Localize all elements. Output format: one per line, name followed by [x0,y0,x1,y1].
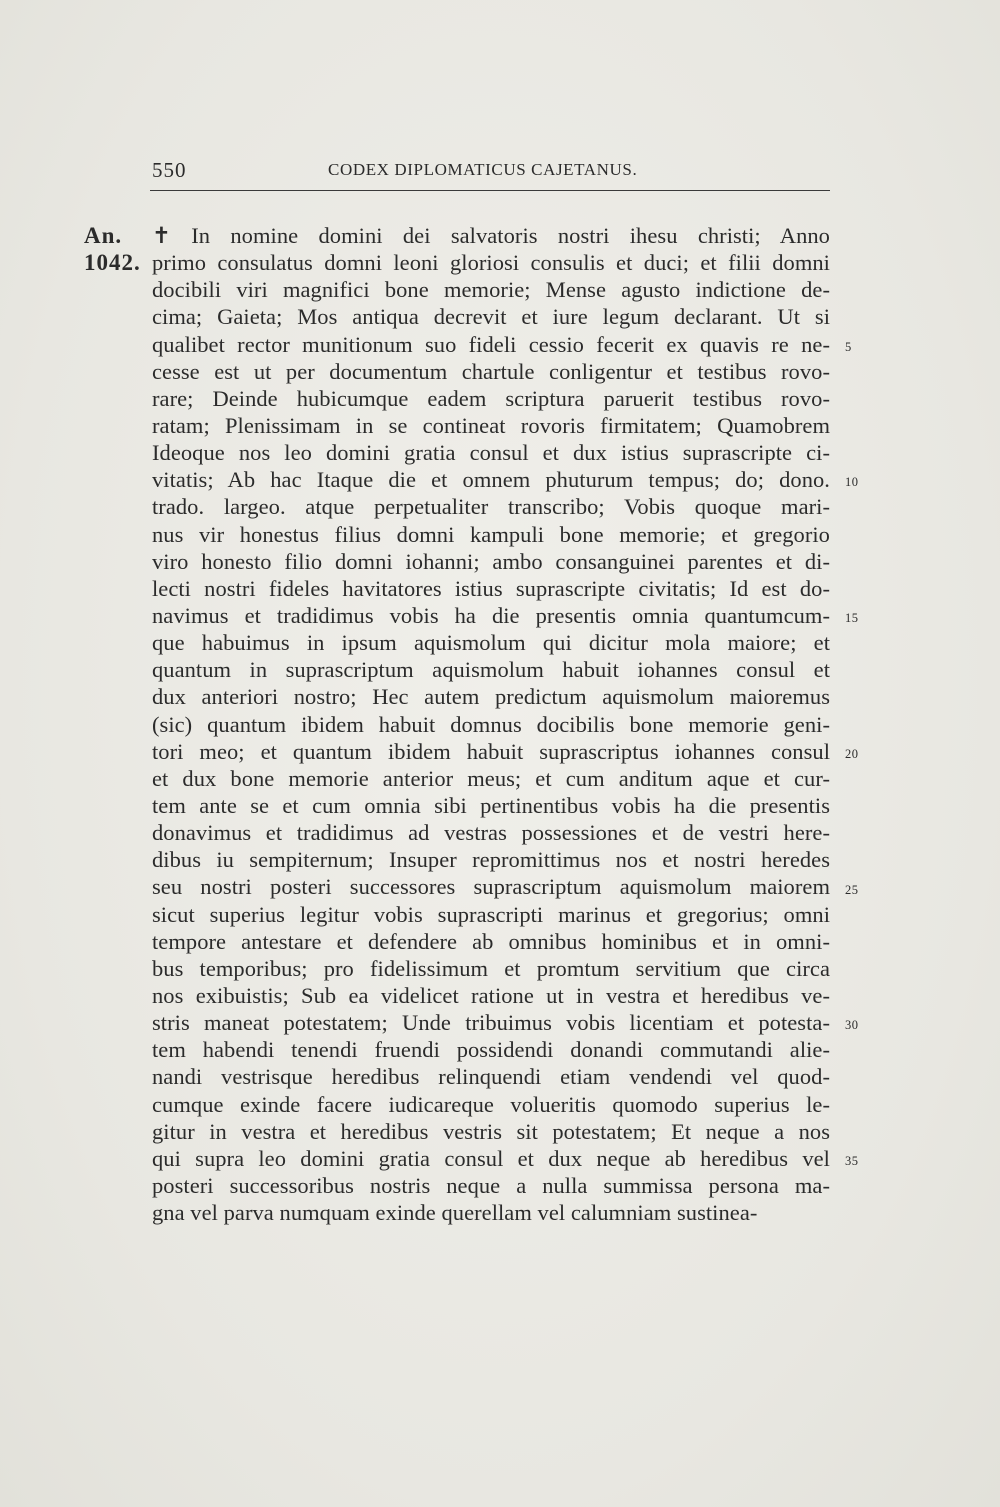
text-line: vitatis; Ab hac Itaque die et omnem phuturum tempus; do; dono. [152,467,830,493]
text-line: ✝ In nomine domini dei salvatoris nostri ihesu christi; Anno [152,223,830,248]
margin-year: 1042. [84,250,141,275]
line-number: 5 [845,339,852,354]
text-line: dibus iu sempiternum; Insuper repromittimus nos et nostri heredes [152,847,830,873]
text-line: tem habendi tenendi fruendi possidendi donandi commutandi alie- [152,1037,830,1063]
text-line: cumque exinde facere iudicareque volueritis quomodo superius le- [152,1091,830,1117]
line-number: 15 [845,611,859,626]
text-line: tem ante se et cum omnia sibi pertinentibus vobis ha die presentis [152,792,830,818]
text-line: docibili viri magnifici bone memorie; Mense agusto indictione de- [152,277,830,303]
text-line: nus vir honestus filius domni kampuli bone memorie; et gregorio [152,521,830,547]
text-line: Ideoque nos leo domini gratia consul et dux istius suprascripte ci- [152,440,830,466]
text-line: nandi vestrisque heredibus relinquendi etiam vendendi vel quod- [152,1064,830,1090]
charter-text [152,222,830,1226]
line-number: 10 [845,475,859,490]
text-line: qualibet rector munitionum suo fideli cessio fecerit ex quavis re ne- [152,331,830,357]
text-line: stris maneat potestatem; Unde tribuimus vobis licentiam et potesta- [152,1010,830,1036]
text-line: primo consulatus domni leoni gloriosi consulis et duci; et filii domni [152,250,830,276]
margin-label: An. [84,223,123,248]
header-rule [150,190,830,191]
text-line: rare; Deinde hubicumque eadem scriptura paruerit testibus rovo- [152,385,830,411]
text-line: donavimus et tradidimus ad vestras possessiones et de vestri here- [152,820,830,846]
text-line: qui supra leo domini gratia consul et dux neque ab heredibus vel [152,1145,830,1171]
page-number: 550 [152,158,187,182]
text-line: gna vel parva numquam exinde querellam vel calumniam sustinea- [152,1200,758,1226]
text-line: seu nostri posteri successores suprascriptum aquismolum maiorem [152,874,830,900]
text-line: posteri successoribus nostris neque a nulla summissa persona ma- [152,1172,830,1198]
text-line: gitur in vestra et heredibus vestris sit potestatem; Et neque a nos [152,1118,830,1144]
text-line: quantum in suprascriptum aquismolum habuit iohannes consul et [152,657,830,683]
running-head [152,158,830,188]
text-line: dux anteriori nostro; Hec autem predictum aquismolum maioremus [152,684,830,710]
text-line: sicut superius legitur vobis suprascripti marinus et gregorius; omni [152,901,830,927]
line-number: 30 [845,1018,859,1033]
text-line: et dux bone memorie anterior meus; et cum anditum aque et cur- [152,765,830,791]
text-line: lecti nostri fideles havitatores istius suprascripte civitatis; Id est do- [152,575,830,601]
text-line: cima; Gaieta; Mos antiqua decrevit et iure legum declarant. Ut si [152,304,830,330]
margin-date [84,222,141,276]
line-number: 20 [845,746,859,761]
text-line: ratam; Plenissimam in se contineat rovoris firmitatem; Quamobrem [152,412,830,438]
header-title: CODEX DIPLOMATICUS CAJETANUS. [328,160,638,179]
text-line: tori meo; et quantum ibidem habuit suprascriptus iohannes consul [152,738,830,764]
text-line: nos exibuistis; Sub ea videlicet ratione ut in vestra et heredibus ve- [152,982,830,1008]
text-line: bus temporibus; pro fidelissimum et promtum servitium que circa [152,955,830,981]
text-line: (sic) quantum ibidem habuit domnus docibilis bone memorie geni- [152,711,830,737]
text-line: que habuimus in ipsum aquismolum qui dicitur mola maiore; et [152,630,830,656]
text-line: trado. largeo. atque perpetualiter transcribo; Vobis quoque mari- [152,494,830,520]
text-line: tempore antestare et defendere ab omnibus hominibus et in omni- [152,928,830,954]
text-line: cesse est ut per documentum chartule conligentur et testibus rovo- [152,358,830,384]
line-number: 35 [845,1154,859,1169]
text-line: viro honesto filio domni iohanni; ambo consanguinei parentes et di- [152,548,830,574]
text-line: navimus et tradidimus vobis ha die presentis omnia quantumcum- [152,602,830,628]
line-number: 25 [845,882,859,897]
